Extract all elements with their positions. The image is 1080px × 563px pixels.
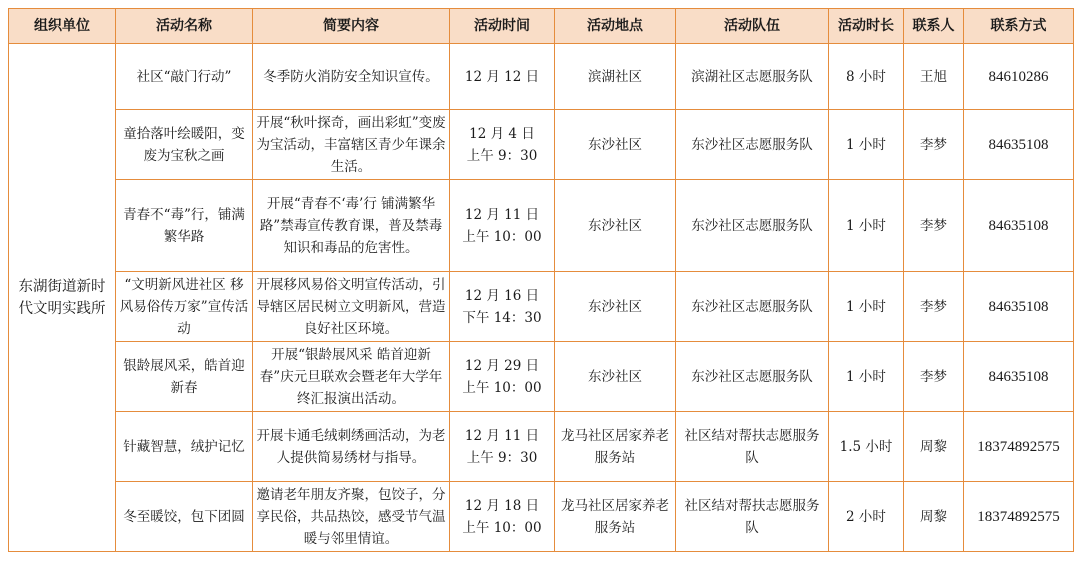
activity-time xyxy=(450,412,555,482)
time-date: 12 月 12 日 xyxy=(464,68,540,85)
activity-contact: 李梦 xyxy=(904,342,964,412)
activity-phone: 84635108 xyxy=(964,180,1074,272)
activity-table-container xyxy=(8,8,1074,552)
activity-summary: 冬季防火消防安全知识宣传。 xyxy=(253,44,450,110)
activity-phone: 84635108 xyxy=(964,342,1074,412)
activity-team: 东沙社区志愿服务队 xyxy=(676,180,829,272)
activity-team: 东沙社区志愿服务队 xyxy=(676,342,829,412)
activity-place: 滨湖社区 xyxy=(555,44,676,110)
table-row xyxy=(9,44,1074,110)
activity-summary: 开展“秋叶探奇，画出彩虹”变废为宝活动，丰富辖区青少年课余生活。 xyxy=(253,110,450,180)
activity-name: 社区“敲门行动” xyxy=(116,44,253,110)
time-date: 12 月 4 日 xyxy=(469,125,535,142)
activity-summary: 开展移风易俗文明宣传活动，引导辖区居民树立文明新风，营造良好社区环境。 xyxy=(253,272,450,342)
activity-time xyxy=(450,272,555,342)
activity-name: 针藏智慧，绒护记忆 xyxy=(116,412,253,482)
activity-phone: 84635108 xyxy=(964,110,1074,180)
activity-name: 童拾落叶绘暖阳，变废为宝秋之画 xyxy=(116,110,253,180)
activity-duration: 1 小时 xyxy=(829,180,904,272)
activity-place: 东沙社区 xyxy=(555,110,676,180)
activity-time xyxy=(450,180,555,272)
activity-summary: 邀请老年朋友齐聚，包饺子，分享民俗，共品热饺，感受节气温暖与邻里情谊。 xyxy=(253,482,450,552)
activity-name: 银龄展风采，皓首迎新春 xyxy=(116,342,253,412)
table-row xyxy=(9,180,1074,272)
activity-team: 东沙社区志愿服务队 xyxy=(676,110,829,180)
activity-team: 滨湖社区志愿服务队 xyxy=(676,44,829,110)
time-clock: 下午 14：30 xyxy=(462,309,542,326)
activity-duration: 8 小时 xyxy=(829,44,904,110)
activity-phone: 18374892575 xyxy=(964,482,1074,552)
activity-time xyxy=(450,482,555,552)
activity-place: 龙马社区居家养老服务站 xyxy=(555,482,676,552)
organization-cell: 东湖街道新时代文明实践所 xyxy=(9,44,116,552)
activity-name: 青春不“毒”行，铺满繁华路 xyxy=(116,180,253,272)
activity-time xyxy=(450,110,555,180)
time-clock: 上午 10：00 xyxy=(462,379,542,396)
header-phone: 联系方式 xyxy=(964,9,1074,44)
activity-phone: 18374892575 xyxy=(964,412,1074,482)
activity-summary: 开展“青春不‘毒’行 铺满繁华路”禁毒宣传教育课，普及禁毒知识和毒品的危害性。 xyxy=(253,180,450,272)
activity-duration: 1.5 小时 xyxy=(829,412,904,482)
time-date: 12 月 11 日 xyxy=(464,427,540,444)
activity-place: 东沙社区 xyxy=(555,342,676,412)
activity-team: 社区结对帮扶志愿服务队 xyxy=(676,412,829,482)
header-organization: 组织单位 xyxy=(9,9,116,44)
activity-duration: 1 小时 xyxy=(829,272,904,342)
time-clock: 上午 9：30 xyxy=(466,147,538,164)
activity-table xyxy=(8,8,1074,552)
activity-duration: 1 小时 xyxy=(829,342,904,412)
table-header-row xyxy=(9,9,1074,44)
activity-contact: 周黎 xyxy=(904,412,964,482)
header-contact: 联系人 xyxy=(904,9,964,44)
table-row xyxy=(9,482,1074,552)
activity-team: 社区结对帮扶志愿服务队 xyxy=(676,482,829,552)
table-row xyxy=(9,110,1074,180)
activity-place: 东沙社区 xyxy=(555,180,676,272)
activity-summary: 开展“银龄展风采 皓首迎新春”庆元旦联欢会暨老年大学年终汇报演出活动。 xyxy=(253,342,450,412)
time-clock: 上午 10：00 xyxy=(462,228,542,245)
activity-summary: 开展卡通毛绒刺绣画活动，为老人提供简易绣材与指导。 xyxy=(253,412,450,482)
activity-name: 冬至暖饺，包下团圆 xyxy=(116,482,253,552)
activity-contact: 李梦 xyxy=(904,180,964,272)
activity-phone: 84610286 xyxy=(964,44,1074,110)
activity-duration: 1 小时 xyxy=(829,110,904,180)
header-duration: 活动时长 xyxy=(829,9,904,44)
time-clock: 上午 10：00 xyxy=(462,519,542,536)
activity-duration: 2 小时 xyxy=(829,482,904,552)
activity-place: 东沙社区 xyxy=(555,272,676,342)
activity-phone: 84635108 xyxy=(964,272,1074,342)
time-date: 12 月 29 日 xyxy=(464,357,540,374)
activity-time xyxy=(450,44,555,110)
time-date: 12 月 18 日 xyxy=(464,497,540,514)
table-row xyxy=(9,342,1074,412)
header-place: 活动地点 xyxy=(555,9,676,44)
activity-place: 龙马社区居家养老服务站 xyxy=(555,412,676,482)
activity-contact: 李梦 xyxy=(904,272,964,342)
activity-contact: 周黎 xyxy=(904,482,964,552)
activity-contact: 王旭 xyxy=(904,44,964,110)
time-date: 12 月 16 日 xyxy=(464,287,540,304)
activity-contact: 李梦 xyxy=(904,110,964,180)
header-activity-name: 活动名称 xyxy=(116,9,253,44)
header-summary: 简要内容 xyxy=(253,9,450,44)
time-clock: 上午 9：30 xyxy=(466,449,538,466)
header-team: 活动队伍 xyxy=(676,9,829,44)
table-row xyxy=(9,272,1074,342)
activity-team: 东沙社区志愿服务队 xyxy=(676,272,829,342)
table-row xyxy=(9,412,1074,482)
activity-name: “文明新风进社区 移风易俗传万家”宣传活动 xyxy=(116,272,253,342)
time-date: 12 月 11 日 xyxy=(464,206,540,223)
header-time: 活动时间 xyxy=(450,9,555,44)
activity-time xyxy=(450,342,555,412)
